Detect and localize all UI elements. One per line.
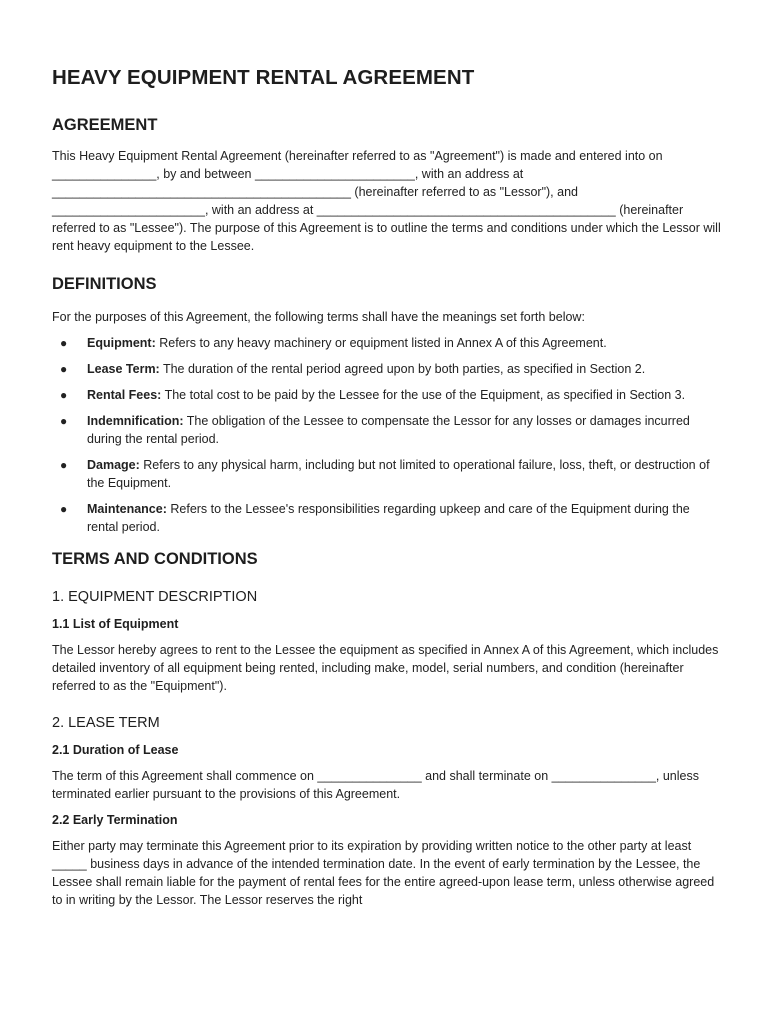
bullet-icon: ● [60,336,68,350]
definition-text: Refers to any physical harm, including but not limited to operational failure, loss, theft, or destruction of the Equipment. [87,458,710,490]
definition-text: The obligation of the Lessee to compensate the Lessor for any losses or damages incurred during the rental period. [87,414,690,446]
definition-term: Rental Fees: [87,388,162,402]
section-heading-terms: TERMS AND CONDITIONS [52,550,258,568]
clause-heading-duration: 2.1 Duration of Lease [52,743,179,757]
clause-body-list-of-equipment: The Lessor hereby agrees to rent to the Lessee the equipment as specified in Annex A of this Agreement, which includes detailed inventory of all equipment being rented, including make, model, serial numbers, and condition (hereinafter referred to as the "Equipment"). [52,643,719,693]
agreement-intro-paragraph: This Heavy Equipment Rental Agreement (hereinafter referred to as "Agreement") is made and entered into on _______________, by and between _______________________, with an address at ___________________________________________ (hereinafter referred to as "Lessor"), and ______________________, with an address at ___________________________________________ (hereinafter referred to as "Lessee"). The purpose of this Agreement is to outline the terms and conditions under which the Lessor will rent heavy equipment to the Lessee. [52,149,721,253]
definition-item-damage [52,456,722,492]
definition-item-indemnification [52,412,722,448]
definitions-list [52,334,722,536]
definition-item-maintenance [52,500,722,536]
definition-term: Lease Term: [87,362,160,376]
definition-item-rental-fees [52,386,722,404]
definition-item-lease-term [52,360,722,378]
section-heading-definitions: DEFINITIONS [52,275,157,293]
definition-term: Equipment: [87,336,156,350]
definitions-intro: For the purposes of this Agreement, the following terms shall have the meanings set forth below: [52,310,585,324]
definition-term: Damage: [87,458,140,472]
bullet-icon: ● [60,388,68,402]
definition-term: Indemnification: [87,414,184,428]
clause-body-early-termination: Either party may terminate this Agreement prior to its expiration by providing written notice to the other party at least _____ business days in advance of the intended termination date. In the event of early termination by the Lessee, the Lessee shall remain liable for the payment of rental fees for the entire agreed-upon lease term, unless otherwise agreed to in writing by the Lessor. The Lessor reserves the right [52,839,715,907]
definition-text: Refers to any heavy machinery or equipment listed in Annex A of this Agreement. [155,336,607,350]
definition-text: The total cost to be paid by the Lessee for the use of the Equipment, as specified in Section 3. [161,388,686,402]
definition-item-equipment [52,334,722,352]
definition-text: The duration of the rental period agreed upon by both parties, as specified in Section 2. [159,362,646,376]
definition-text: Refers to the Lessee's responsibilities regarding upkeep and care of the Equipment during the rental period. [87,502,690,534]
clause-heading-early-termination: 2.2 Early Termination [52,813,178,827]
bullet-icon: ● [60,502,68,516]
document-title: HEAVY EQUIPMENT RENTAL AGREEMENT [52,66,475,89]
subsection-heading-equipment: 1. EQUIPMENT DESCRIPTION [52,589,258,605]
definition-term: Maintenance: [87,502,167,516]
section-heading-agreement: AGREEMENT [52,116,158,134]
bullet-icon: ● [60,414,68,428]
bullet-icon: ● [60,458,68,472]
clause-body-duration: The term of this Agreement shall commence on _______________ and shall terminate on _______________, unless terminated earlier pursuant to the provisions of this Agreement. [52,769,699,801]
bullet-icon: ● [60,362,68,376]
clause-heading-list-of-equipment: 1.1 List of Equipment [52,617,179,631]
subsection-heading-lease-term: 2. LEASE TERM [52,715,160,731]
document-page [52,66,722,909]
